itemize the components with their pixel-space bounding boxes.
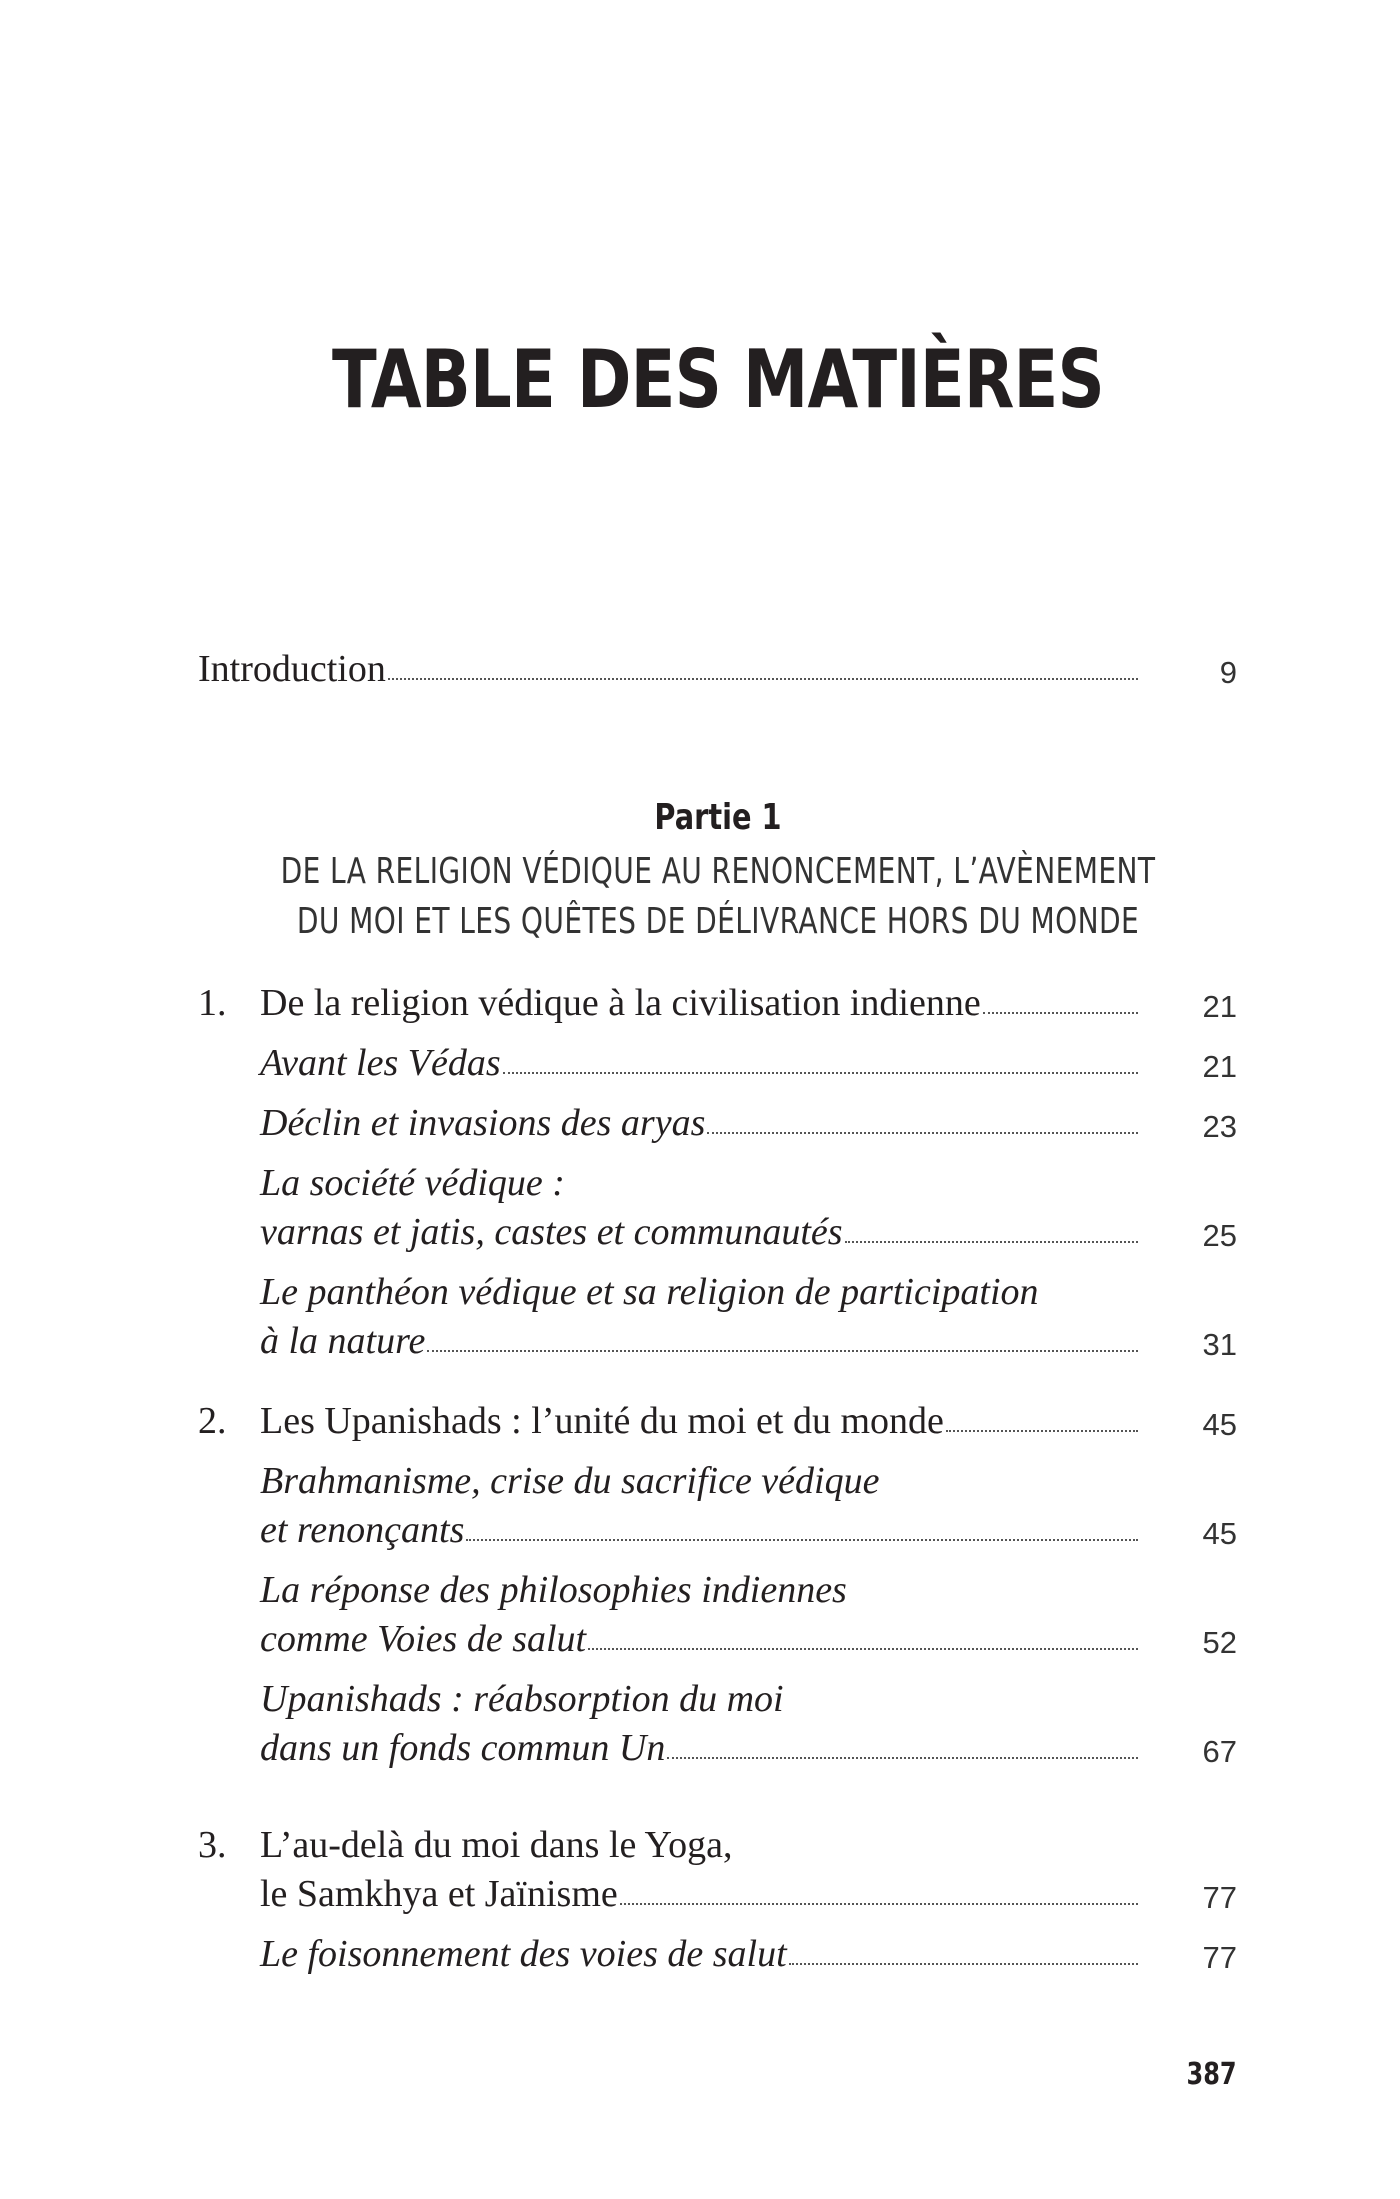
toc-entry-section[interactable]	[0, 1092, 1400, 1142]
part-label: Partie 1	[654, 797, 782, 838]
toc-page-number: 77	[1202, 1940, 1237, 1975]
section-title: Le foisonnement des voies de salut	[260, 1933, 787, 1975]
section-title: Déclin et invasions des aryas	[260, 1102, 706, 1144]
chapter-number: 2.	[198, 1400, 227, 1442]
chapter-title: De la religion védique à la civilisation indienne	[260, 982, 981, 1024]
section-title-line2: varnas et jatis, castes et communautés	[260, 1211, 843, 1253]
toc-entry-chapter-2[interactable]	[0, 1390, 1400, 1440]
toc-page-number: 77	[1202, 1880, 1237, 1915]
toc-section-line	[0, 1668, 1400, 1718]
page-title: TABLE DES MATIÈRES	[332, 333, 1104, 426]
dot-leader	[466, 1539, 1138, 1541]
toc-section-line	[0, 1450, 1400, 1500]
toc-page-number: 67	[1202, 1734, 1237, 1769]
section-title-line1: Le panthéon védique et sa religion de participation	[260, 1271, 1039, 1313]
toc-entry-chapter-1[interactable]	[0, 972, 1400, 1022]
chapter-number: 3.	[198, 1824, 227, 1866]
toc-chapter-line	[0, 1814, 1400, 1864]
dot-leader	[845, 1241, 1138, 1243]
dot-leader	[946, 1430, 1138, 1432]
toc-section-line	[0, 1261, 1400, 1311]
dot-leader	[503, 1072, 1138, 1074]
toc-entry-section[interactable]	[0, 1201, 1400, 1251]
toc-section-line	[0, 1559, 1400, 1609]
dot-leader	[388, 678, 1138, 680]
toc-page-number: 52	[1202, 1625, 1237, 1660]
toc-page-number: 9	[1219, 655, 1237, 690]
section-title: Avant les Védas	[260, 1042, 501, 1084]
toc-page-number: 31	[1202, 1327, 1237, 1362]
section-title-line1: La société védique :	[260, 1162, 565, 1204]
toc-entry-section[interactable]	[0, 1032, 1400, 1082]
toc-entry-section[interactable]	[0, 1608, 1400, 1658]
toc-section-line	[0, 1152, 1400, 1202]
toc-entry-section[interactable]	[0, 1499, 1400, 1549]
section-title-line2: dans un fonds commun Un	[260, 1727, 666, 1769]
toc-page-number: 21	[1202, 1049, 1237, 1084]
chapter-number: 1.	[198, 982, 227, 1024]
part-subtitle-line1: DE LA RELIGION VÉDIQUE AU RENONCEMENT, L’AVÈNEMENT	[280, 851, 1156, 892]
toc-entry-chapter-3[interactable]	[0, 1863, 1400, 1913]
toc-page-number: 45	[1202, 1516, 1237, 1551]
section-title-line1: La réponse des philosophies indiennes	[260, 1569, 847, 1611]
dot-leader	[667, 1757, 1138, 1759]
section-title-line2: comme Voies de salut	[260, 1618, 587, 1660]
part-subtitle-line2: DU MOI ET LES QUÊTES DE DÉLIVRANCE HORS DU MONDE	[296, 901, 1140, 942]
dot-leader	[983, 1012, 1138, 1014]
section-title-line1: Upanishads : réabsorption du moi	[260, 1678, 784, 1720]
section-title-line2: à la nature	[260, 1320, 426, 1362]
toc-page-number: 25	[1202, 1218, 1237, 1253]
chapter-title: Les Upanishads : l’unité du moi et du monde	[260, 1400, 944, 1442]
toc-page-number: 45	[1202, 1407, 1237, 1442]
chapter-title-line1: L’au-delà du moi dans le Yoga,	[260, 1824, 733, 1866]
toc-page-number: 21	[1202, 989, 1237, 1024]
section-title-line1: Brahmanisme, crise du sacrifice védique	[260, 1460, 880, 1502]
toc-label: Introduction	[198, 648, 386, 690]
dot-leader	[588, 1648, 1138, 1650]
toc-page-number: 23	[1202, 1109, 1237, 1144]
section-title-line2: et renonçants	[260, 1509, 465, 1551]
dot-leader	[427, 1350, 1138, 1352]
toc-entry-section[interactable]	[0, 1923, 1400, 1973]
dot-leader	[620, 1903, 1138, 1905]
dot-leader	[789, 1963, 1138, 1965]
toc-entry-introduction[interactable]	[0, 638, 1400, 688]
chapter-title-line2: le Samkhya et Jaïnisme	[260, 1873, 618, 1915]
toc-entry-section[interactable]	[0, 1310, 1400, 1360]
toc-entry-section[interactable]	[0, 1717, 1400, 1767]
page-number-folio: 387	[1186, 2057, 1237, 2092]
dot-leader	[707, 1132, 1138, 1134]
